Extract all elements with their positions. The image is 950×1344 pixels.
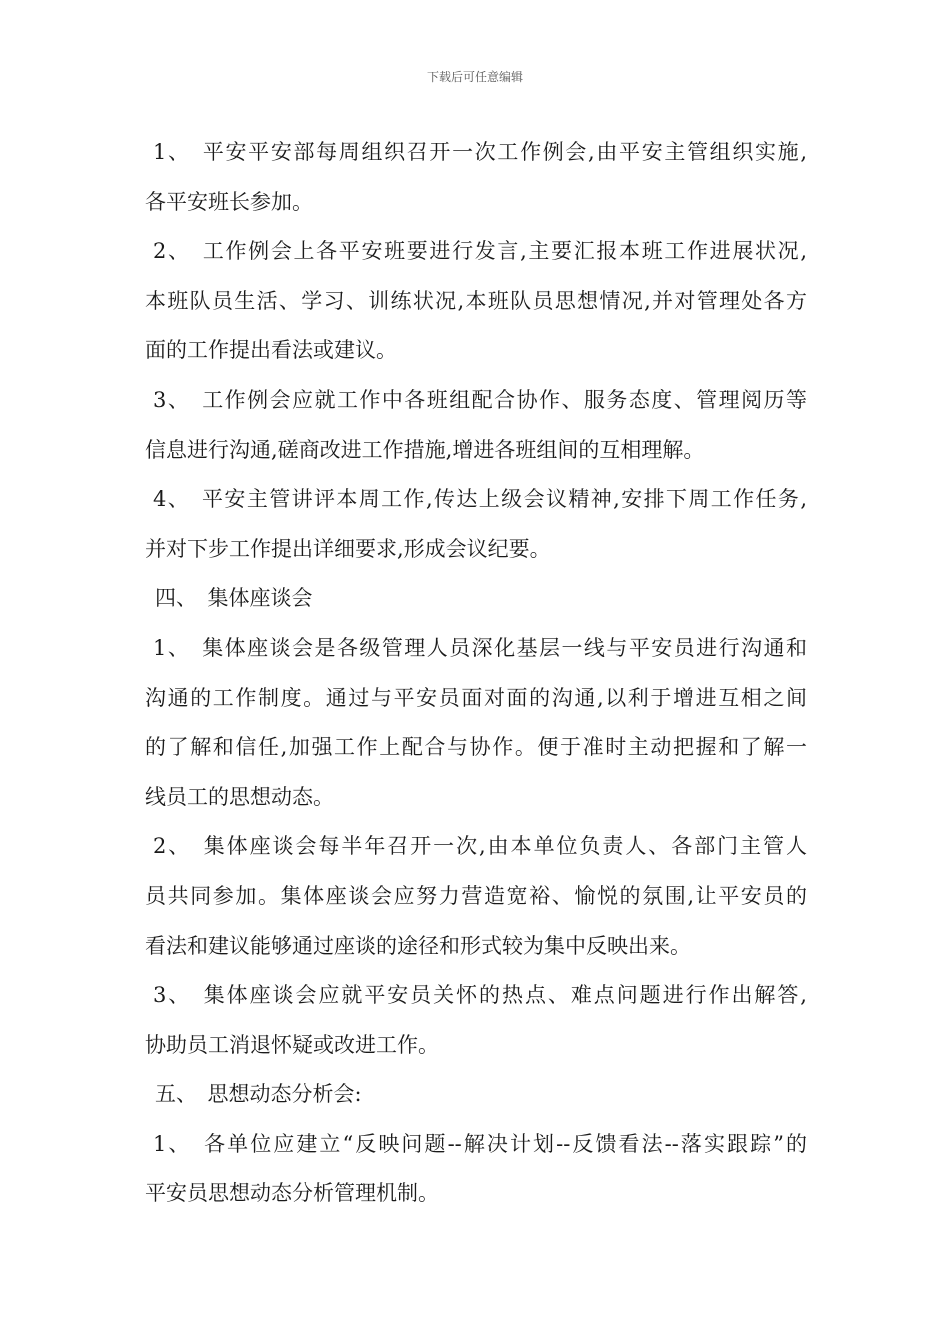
paragraph-line: 4、 平安主管讲评本周工作,传达上级会议精神,安排下周工作任务, (153, 487, 807, 512)
section-heading: 四、 集体座谈会 (155, 586, 313, 611)
paragraph-line: 各平安班长参加。 (145, 189, 313, 214)
paragraph-line: 的了解和信任,加强工作上配合与协作。便于准时主动把握和了解一 (145, 735, 807, 760)
paragraph-line: 员共同参加。集体座谈会应努力营造宽裕、愉悦的氛围,让平安员的 (145, 883, 807, 908)
page-header: 下载后可任意编辑 (426, 70, 523, 84)
paragraph-line: 看法和建议能够通过座谈的途径和形式较为集中反映出来。 (145, 933, 691, 958)
paragraph-line: 2、 集体座谈会每半年召开一次,由本单位负责人、各部门主管人 (153, 834, 807, 859)
document-body (145, 128, 807, 1219)
paragraph-line: 1、 各单位应建立“反映问题--解决计划--反馈看法--落实跟踪”的 (153, 1131, 807, 1156)
paragraph-line: 平安员思想动态分析管理机制。 (145, 1181, 439, 1206)
paragraph-line: 协助员工消退怀疑或改进工作。 (145, 1032, 439, 1057)
paragraph-line: 3、 集体座谈会应就平安员关怀的热点、难点问题进行作出解答, (153, 983, 807, 1008)
paragraph-line: 面的工作提出看法或建议。 (145, 338, 397, 363)
paragraph-line: 并对下步工作提出详细要求,形成会议纪要。 (145, 536, 551, 561)
paragraph-line: 沟通的工作制度。通过与平安员面对面的沟通,以利于增进互相之间 (145, 685, 807, 710)
paragraph-line: 线员工的思想动态。 (145, 784, 334, 809)
paragraph-line: 1、 集体座谈会是各级管理人员深化基层一线与平安员进行沟通和 (153, 635, 807, 660)
section-heading: 五、 思想动态分析会: (155, 1082, 362, 1107)
paragraph-line: 1、 平安平安部每周组织召开一次工作例会,由平安主管组织实施, (153, 140, 807, 164)
paragraph-line: 2、 工作例会上各平安班要进行发言,主要汇报本班工作进展状况, (153, 239, 807, 264)
paragraph-line: 本班队员生活、学习、训练状况,本班队员思想情况,并对管理处各方 (145, 288, 807, 313)
paragraph-line: 3、 工作例会应就工作中各班组配合协作、服务态度、管理阅历等 (153, 387, 807, 412)
paragraph-line: 信息进行沟通,磋商改进工作措施,增进各班组间的互相理解。 (145, 437, 705, 462)
